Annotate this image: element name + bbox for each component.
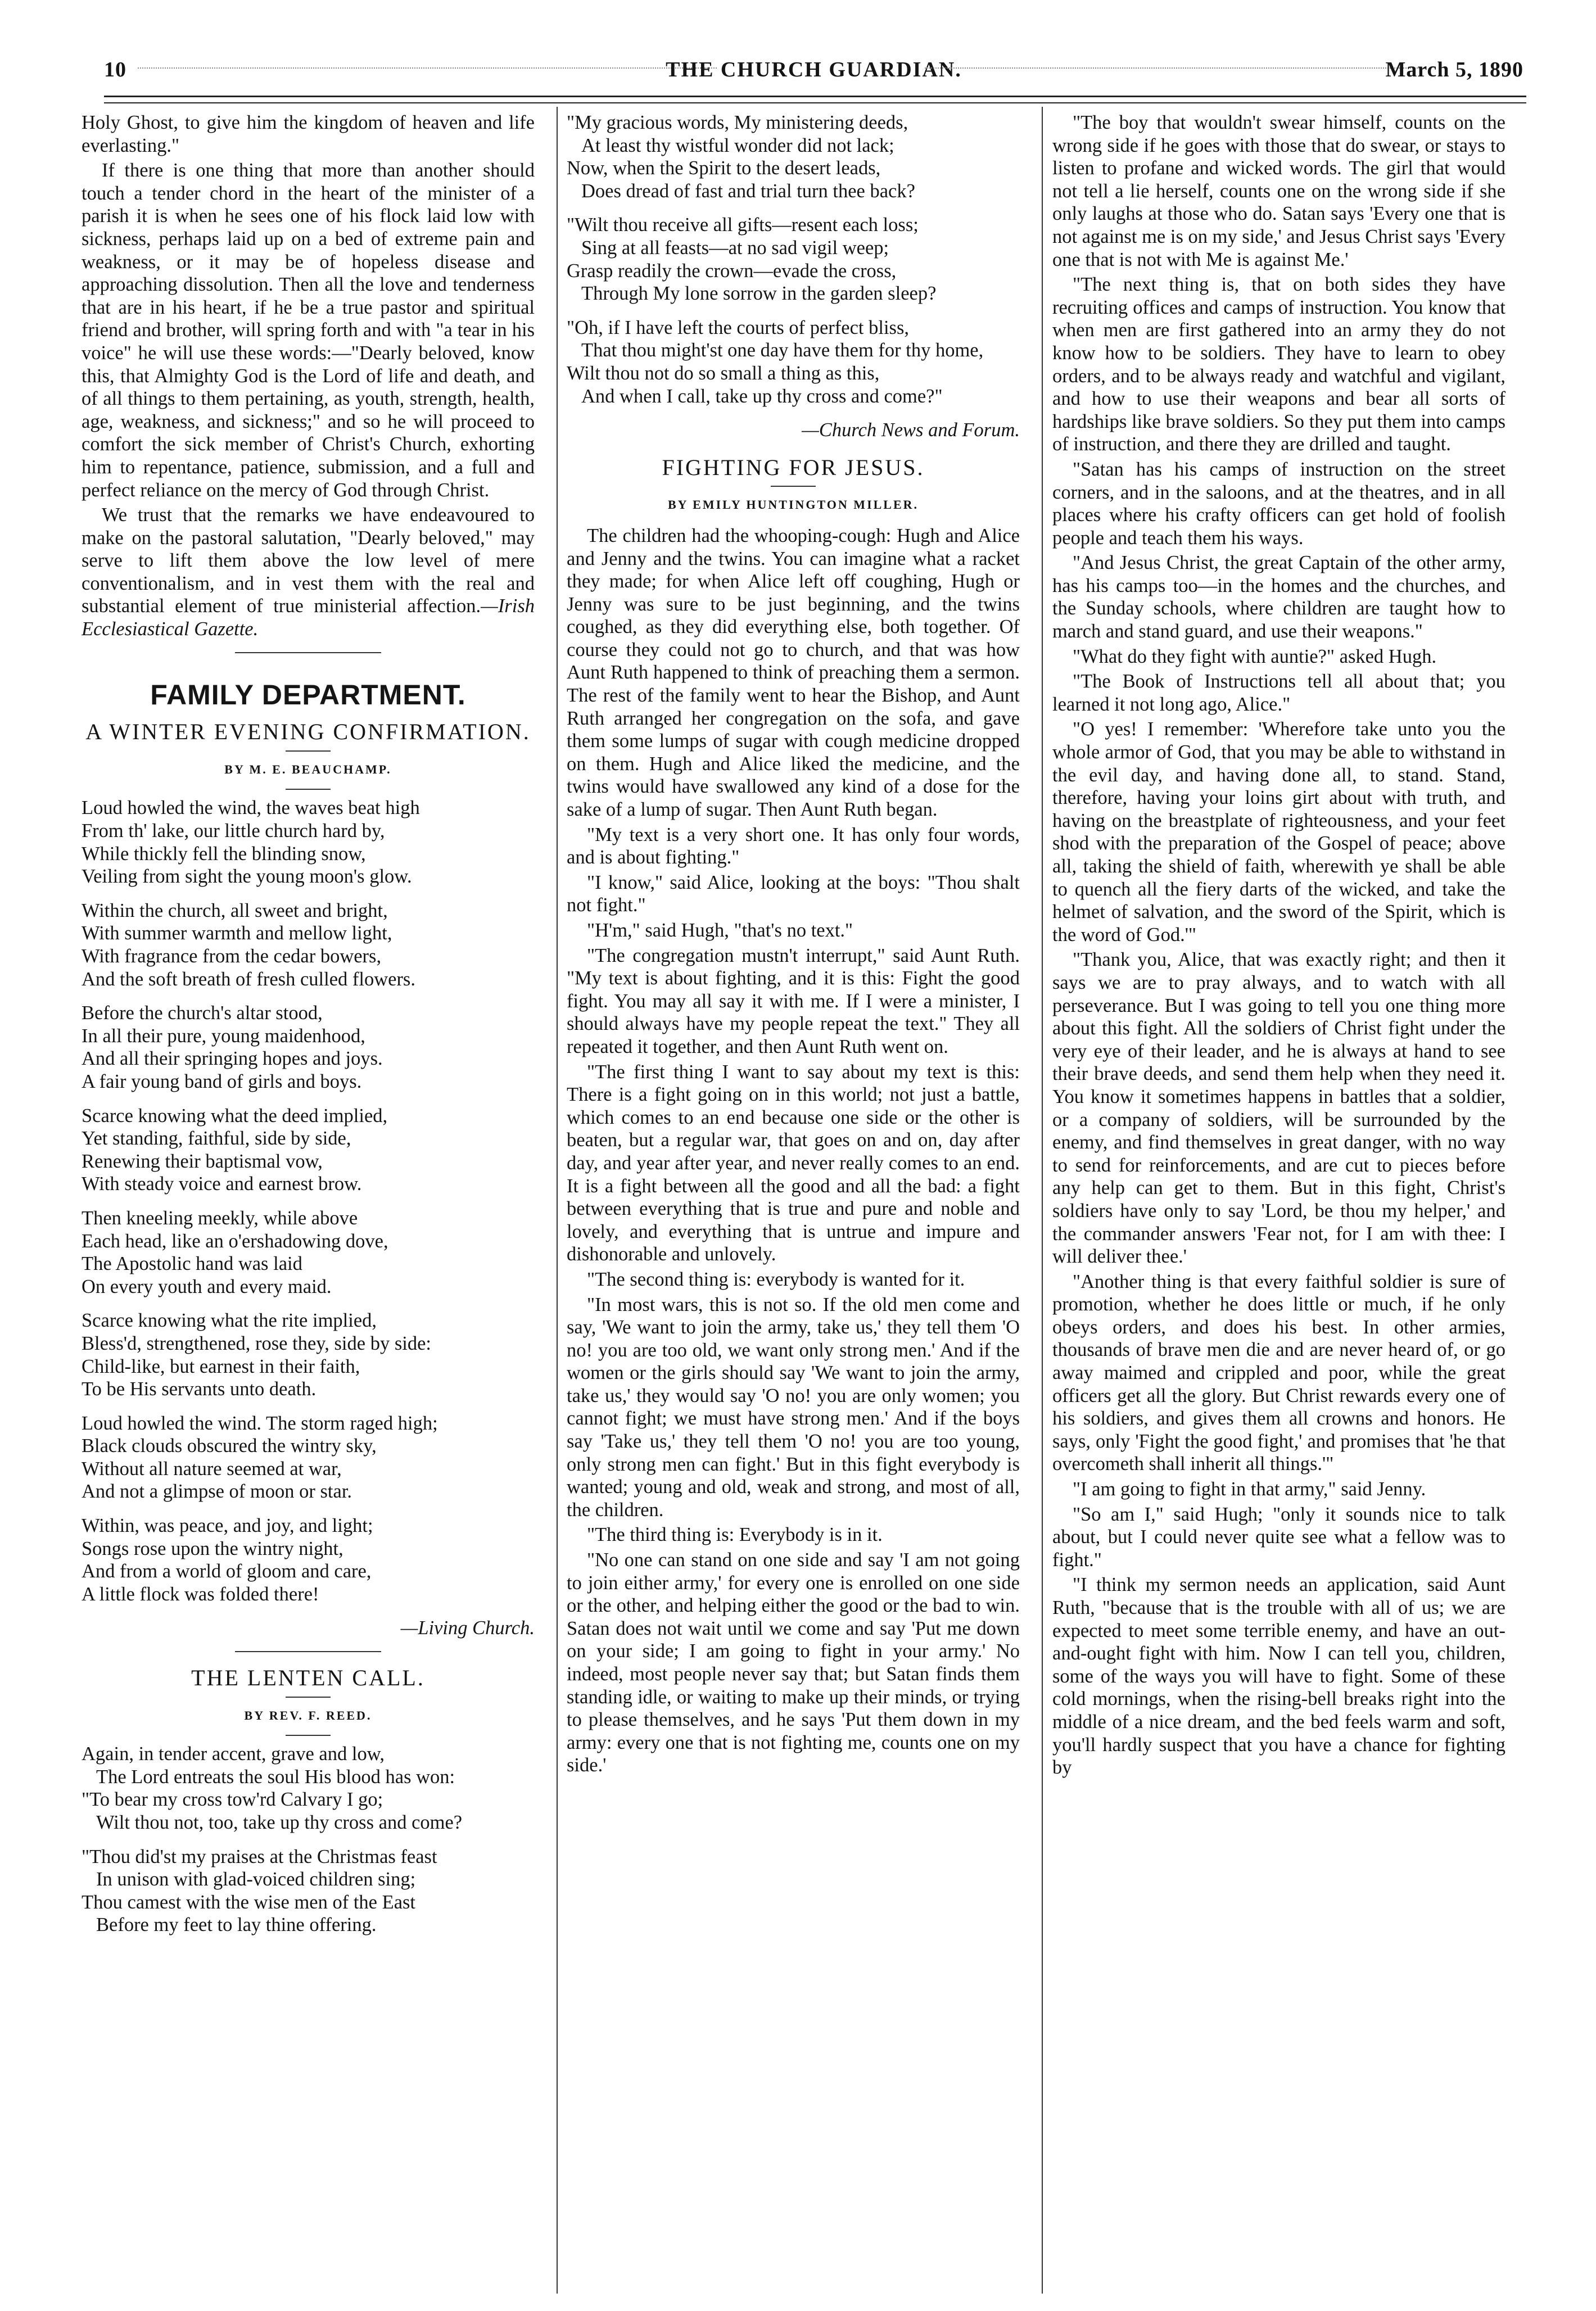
story-paragraph: "Thank you, Alice, that was exactly right; and then it says we are to pray always, and to watch with all perseverance. But I was going to tell you one thing more about this fight. All the soldiers of Christ fight under the very eye of their leader, and he is always at hand to see their brave deeds, and send them help when they need it. You know it sometimes happens in battles that a soldier, or a company of soldiers, will be surrounded by the enemy, and find themselves in great danger, with no way to send for reinforcements, and are cut to pieces before any help can get to them. But in this fight, Christ's soldiers have only to say 'Lord, be thou my helper,' and the commander answers 'Fear not, for I am with thee: I will deliver thee.' [1052, 949, 1505, 1268]
verse-line: Songs rose upon the wintry night, [82, 1537, 343, 1559]
title-rule [771, 486, 816, 487]
title-rule [286, 1697, 331, 1698]
verse-line: Wilt thou not do so small a thing as this, [567, 362, 880, 384]
story-paragraph: "The boy that wouldn't swear himself, counts on the wrong side if he goes with those that do swear, or stays to listen to profane and wicked words. The girl that would not tell a lie herself, counts one on the wrong side if she only laughs at those who do. Satan says 'Every one that is not against me is on my side,' and Jesus Christ says 'Every one that is not with Me is against Me.' [1052, 112, 1505, 270]
masthead-dotted-rule-left [138, 67, 717, 70]
verse-line: With steady voice and earnest brow. [82, 1173, 362, 1195]
story-paragraph: "I think my sermon needs an application, said Aunt Ruth, "because that is the trouble with all of us; we are expected to meet some terrible enemy, and have an out-and-ought fight with him. Now I can tell you, children, some of the ways you will have to fight. Some of these cold mornings, when the rising-bell breaks right into the middle of a nice dream, and the bed feels warm and soft, you'll hardly suspect that you have a chance for fighting by [1052, 1574, 1505, 1779]
verse-line: And when I call, take up thy cross and come?" [581, 385, 943, 407]
verse-line: Thou camest with the wise men of the East [82, 1891, 416, 1913]
verse-line: On every youth and every maid. [82, 1276, 332, 1297]
verse-line: Grasp readily the crown—evade the cross, [567, 260, 897, 282]
verse-line: The Lord entreats the soul His blood has won: [96, 1766, 455, 1788]
byline-rule [286, 1735, 331, 1736]
verse-line: Each head, like an o'ershadowing dove, [82, 1230, 388, 1252]
poem-byline: BY M. E. BEAUCHAMP. [224, 762, 392, 776]
stanza [82, 797, 535, 888]
verse-line: "To bear my cross tow'rd Calvary I go; [82, 1789, 383, 1811]
story-paragraph: "The first thing I want to say about my text is this: There is a fight going on in this world; not just a battle, which comes to an end because one side or the other is beaten, but a regular war, that goes on and on, day after day, and year after year, and never really comes to an end. It is a fight between all the good and all the bad: a fight between everything that is true and pure and noble and lovely, and everything that is untrue and impure and dishonorable and unlovely. [567, 1061, 1020, 1265]
stanza [82, 1846, 535, 1937]
verse-line: A little flock was folded there! [82, 1583, 319, 1605]
story-paragraph: "H'm," said Hugh, "that's no text." [587, 920, 853, 941]
verse-line: From th' lake, our little church hard by, [82, 820, 385, 842]
publication-title: THE CHURCH GUARDIAN. [666, 58, 962, 82]
story-paragraph: "Satan has his camps of instruction on the street corners, and in the saloons, and at the theatres, and in all places where his crafty officers can get hold of foolish people and teach them his ways. [1052, 458, 1505, 549]
verse-line: With fragrance from the cedar bowers, [82, 946, 382, 967]
story-paragraph: "No one can stand on one side and say 'I am not going to join either army,' for every one is enrolled on one side or the other, and helping either the good or the bad to win. Satan does not wait until we come and say 'Put me down on your side; I am going to fight in your army.' No indeed, most people never say that; but Satan finds them standing idle, or waiting to make up their minds, or trying to please themselves, and he says 'Put them down in my army: every one that is not fighting me, counts one on my side.' [567, 1549, 1020, 1776]
verse-line: "Thou did'st my praises at the Christmas feast [82, 1846, 437, 1867]
article-paragraph: Holy Ghost, to give him the kingdom of heaven and life everlasting." [82, 112, 535, 156]
story-paragraph: "And Jesus Christ, the great Captain of the other army, has his camps too—in the homes and the churches, and the Sunday schools, where children are taught how to march and stand guard, and use their weapons." [1052, 552, 1505, 643]
paragraph-text: We trust that the remarks we have endeavoured to make on the pastoral salutation, "Dearly beloved," may serve to lift them above the low level of mere conventionalism, and in vest them with the real and substantial element of true ministerial affection. [82, 504, 535, 617]
verse-line: Before my feet to lay thine offering. [96, 1914, 377, 1936]
verse-line: "Oh, if I have left the courts of perfect bliss, [567, 316, 910, 338]
verse-line: Through My lone sorrow in the garden sleep? [581, 283, 937, 305]
stanza [82, 1412, 535, 1503]
verse-line: Without all nature seemed at war, [82, 1458, 342, 1480]
stanza [82, 1743, 535, 1834]
source-citation: —Irish Ecclesiastical Gazette. [82, 595, 535, 640]
verse-line: In all their pure, young maidenhood, [82, 1025, 365, 1047]
story-paragraph: "Another thing is that every faithful soldier is sure of promotion, whether he does little or much, if he only obeys orders, and does his best. In other armies, thousands of brave men die and are never heard of, or go away maimed and crippled and poor, while the great officers get all the glory. But Christ rewards every one of his soldiers, and gives them all crowns and honors. He says, only 'Fight the good fight,' and promises that 'he that overcometh shall inherit all things.'" [1052, 1270, 1505, 1475]
stanza [82, 1207, 535, 1298]
verse-line: That thou might'st one day have them for thy home, [581, 340, 984, 361]
poem-continuation [567, 111, 1020, 408]
column-divider-1 [557, 107, 558, 2294]
poem-body [82, 797, 535, 1606]
verse-line: Then kneeling meekly, while above [82, 1207, 358, 1229]
title-rule [286, 750, 331, 752]
column-1 [82, 111, 535, 2292]
verse-line: Scarce knowing what the deed implied, [82, 1105, 388, 1127]
header-rule-top [104, 96, 1526, 97]
poem-citation: —Church News and Forum. [802, 419, 1020, 441]
story-paragraph: "What do they fight with auntie?" asked Hugh. [1073, 645, 1437, 667]
verse-line: Before the church's altar stood, [82, 1002, 323, 1024]
story-paragraph: "The second thing is: everybody is wanted for it. [587, 1268, 965, 1290]
story-paragraph: "So am I," said Hugh; "only it sounds nice to talk about, but I could never quite see what a fellow was to fight." [1052, 1503, 1505, 1571]
column-divider-2 [1042, 107, 1043, 2294]
poem-title: A WINTER EVENING CONFIRMATION. [85, 719, 531, 745]
story-byline: BY EMILY HUNTINGTON MILLER. [667, 498, 919, 512]
verse-line: And not a glimpse of moon or star. [82, 1481, 352, 1503]
verse-line: "Wilt thou receive all gifts—resent each loss; [567, 214, 919, 236]
section-divider [235, 1651, 381, 1652]
verse-line: Yet standing, faithful, side by side, [82, 1128, 351, 1150]
verse-line: Black clouds obscured the wintry sky, [82, 1435, 377, 1457]
verse-line: With summer warmth and mellow light, [82, 922, 392, 944]
header-rule-bottom [104, 102, 1526, 103]
story-paragraph: "I am going to fight in that army," said Jenny. [1073, 1478, 1426, 1500]
issue-date: March 5, 1890 [1385, 58, 1523, 82]
verse-line: To be His servants unto death. [82, 1378, 317, 1400]
verse-line: Wilt thou not, too, take up thy cross and come? [96, 1812, 463, 1833]
verse-line: Renewing their baptismal vow, [82, 1150, 323, 1172]
verse-line: And from a world of gloom and care, [82, 1561, 372, 1582]
verse-line: And all their springing hopes and joys. [82, 1048, 383, 1070]
verse-line: In unison with glad-voiced children sing; [96, 1869, 416, 1891]
section-heading: FAMILY DEPARTMENT. [150, 679, 466, 711]
stanza [82, 1309, 535, 1400]
section-divider [235, 652, 381, 653]
verse-line: Again, in tender accent, grave and low, [82, 1743, 385, 1765]
verse-line: The Apostolic hand was laid [82, 1253, 302, 1275]
verse-line: Does dread of fast and trial turn thee back? [581, 180, 915, 202]
story-paragraph: "The next thing is, that on both sides they have recruiting offices and camps of instruction. You know that when men are first gathered into an army they do not know how to be soldiers. They have to learn to obey orders, and to be always ready and watchful and vigilant, and how to use their weapons and bear all sorts of hardships like brave soldiers. So they put them into camps of instruction, and there they are drilled and taught. [1052, 274, 1505, 455]
stanza [82, 899, 535, 991]
stanza [567, 214, 1020, 305]
poem-citation: —Living Church. [400, 1617, 535, 1639]
masthead-dotted-rule-right [925, 67, 1419, 70]
poem-body [82, 1743, 535, 1937]
story-paragraph: "O yes! I remember: 'Wherefore take unto you the whole armor of God, that you may be able to withstand in the evil day, and having done all, to stand. Stand, therefore, having your loins girt about with truth, and having on the breastplate of righteousness, and your feet shod with the preparation of the Gospel of peace; above all, taking the shield of faith, wherewith ye shall be able to quench all the fiery darts of the wicked, and take the helmet of salvation, and the sword of the Spirit, which is the word of God.'" [1052, 718, 1505, 946]
story-paragraph: "In most wars, this is not so. If the old men come and say, 'We want to join the army, take us,' they tell them 'O no! you are too old, we want only strong men.' And if the women or the girls should say 'We want to join the army, take us,' they would say 'O no! you are only women; you cannot fight; we must have strong men.' And if the boys say 'Take us,' they tell them 'O no! you are too young, only strong men can fight.' But in this fight everybody is wanted; young and old, weak and strong, and most of all, the children. [567, 1294, 1020, 1521]
story-paragraph: The children had the whooping-cough: Hugh and Alice and Jenny and the twins. You can imagine what a racket they made; for when Alice left off coughing, Hugh or Jenny was sure to be just beginning, and the twins coughed, as they did everything else, both together. Of course they could not go to church, and that was how Aunt Ruth happened to think of preaching them a sermon. The rest of the family went to hear the Bishop, and Aunt Ruth arranged her congregation on the sofa, and gave them some lumps of sugar with cough medicine dropped on them. Hugh and Alice liked the medicine, and the twins would have swallowed any kind of a dose for the sake of a lump of sugar. Then Aunt Ruth began. [567, 524, 1020, 821]
verse-line: And the soft breath of fresh culled flowers. [82, 968, 415, 990]
story-body [567, 524, 1020, 1777]
column-2 [567, 111, 1020, 2292]
verse-line: Scarce knowing what the rite implied, [82, 1310, 377, 1332]
verse-line: At least thy wistful wonder did not lack; [581, 134, 894, 156]
verse-line: Loud howled the wind, the waves beat high [82, 797, 420, 819]
verse-line: Loud howled the wind. The storm raged high; [82, 1412, 438, 1434]
masthead [104, 55, 1523, 89]
verse-line: A fair young band of girls and boys. [82, 1070, 362, 1092]
verse-line: Now, when the Spirit to the desert leads, [567, 157, 881, 179]
story-title: FIGHTING FOR JESUS. [662, 454, 925, 480]
stanza [82, 1105, 535, 1196]
stanza [82, 1002, 535, 1093]
article-paragraph: If there is one thing that more than another should touch a tender chord in the heart of the minister of a parish it is when he sees one of his flock laid low with sickness, perhaps laid up on a bed of extreme pain and weakness, or it may be of hopeless disease and approaching dissolution. Then all the love and tenderness that are in his heart, if he be a true pastor and spiritual friend and brother, will spring forth and with "a tear in his voice" he will use these words:—"Dearly beloved, know this, that Almighty God is the Lord of life and death, and of all things to them pertaining, as youth, strength, health, age, weakness, and sickness;" and so he will proceed to comfort the sick member of Christ's Church, exhorting him to repentance, patience, submission, and a full and perfect reliance on the mercy of God through Christ. [82, 160, 535, 501]
verse-line: Sing at all feasts—at no sad vigil weep; [581, 237, 889, 259]
verse-line: "My gracious words, My ministering deeds, [567, 112, 908, 133]
verse-line: Child-like, but earnest in their faith, [82, 1355, 360, 1377]
article-paragraph [82, 504, 535, 641]
stanza [82, 1514, 535, 1606]
story-paragraph: "My text is a very short one. It has only four words, and is about fighting." [567, 824, 1020, 869]
poem-title: THE LENTEN CALL. [191, 1665, 425, 1691]
verse-line: While thickly fell the blinding snow, [82, 843, 366, 865]
story-paragraph: "I know," said Alice, looking at the boys: "Thou shalt not fight." [567, 871, 1020, 916]
poem-byline: BY REV. F. REED. [244, 1708, 372, 1722]
stanza [567, 316, 1020, 408]
verse-line: Bless'd, strengthened, rose they, side by side: [82, 1332, 431, 1354]
story-paragraph: "The Book of Instructions tell all about that; you learned it not long ago, Alice." [1052, 671, 1505, 715]
verse-line: Within the church, all sweet and bright, [82, 899, 388, 921]
page-number: 10 [104, 58, 126, 82]
verse-line: Within, was peace, and joy, and light; [82, 1515, 373, 1537]
stanza [567, 111, 1020, 202]
byline-rule [286, 789, 331, 790]
story-paragraph: "The congregation mustn't interrupt," said Aunt Ruth. "My text is about fighting, and it is this: Fight the good fight. You may all say it with me. If I were a minister, I should always have my people repeat the text." They all repeated it together, and then Aunt Ruth went on. [567, 944, 1020, 1057]
verse-line: Veiling from sight the young moon's glow. [82, 866, 412, 888]
column-3 [1052, 111, 1505, 2292]
story-paragraph: "The third thing is: Everybody is in it. [587, 1524, 883, 1546]
story-body-continued [1052, 111, 1505, 1779]
